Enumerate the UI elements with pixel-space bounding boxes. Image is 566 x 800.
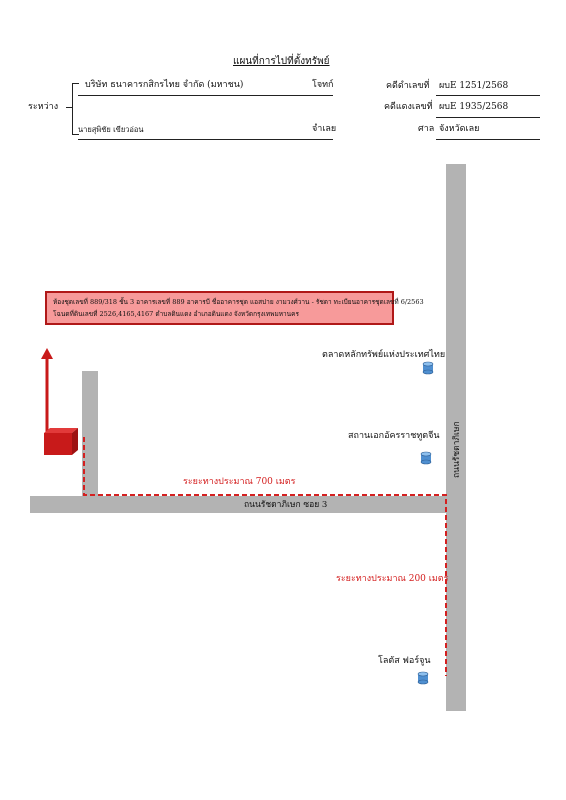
plaintiff-role: โจทก์ [312,80,334,90]
defendant-role: จำเลย [312,124,337,134]
callout-line-2: โฉนดที่ดินเลขที่ 2526,4165,4167 ตำบลดินแดง อำเภอดินแดง จังหวัดกรุงเทพมหานคร [53,310,299,318]
database-icon [421,452,431,464]
plaintiff-name: บริษัท ธนาคารกสิกรไทย จำกัด (มหาชน) [85,80,244,90]
distance-vertical-label: ระยะทางประมาณ 200 เมตร [336,574,449,584]
soi-road-label: ถนนรัชดาภิเษก ซอย 3 [244,500,328,510]
defendant-name: นายสุพิชัย เขียวอ่อน [78,125,144,134]
database-icon [423,362,433,374]
court-label: ศาล [418,124,435,134]
red-case-label: คดีแดงเลขที่ [384,102,433,112]
court-name: จังหวัดเลย [439,124,480,134]
black-case-number: ผบE 1251/2568 [439,81,509,91]
black-case-label: คดีดำเลขที่ [386,81,430,91]
map-title: แผนที่การไปที่ตั้งทรัพย์ [233,56,330,67]
landmark-label-lotus-fortune: โลตัส ฟอร์จูน [378,656,431,666]
between-label: ระหว่าง [28,102,59,112]
landmark-label-chinese-embassy: สถานเอกอัครราชทูตจีน [348,431,440,441]
callout-line-1: ห้องชุดเลขที่ 889/318 ชั้น 3 อาคารเลขที่ 889 อาคารบี ชื่ออาคารชุด แอสปาย งามวงศ์วาน - รัชดา ทะเบียนอาคารชุดเลขที่ 6/2563 [53,298,424,306]
database-icon [418,672,428,684]
distance-horizontal-label: ระยะทางประมาณ 700 เมตร [183,477,296,487]
red-case-number: ผบE 1935/2568 [439,102,509,112]
landmark-label-stock-exchange: ตลาดหลักทรัพย์แห่งประเทศไทย [322,350,446,360]
main-road-label: ถนนรัชดาภิเษก [452,421,462,478]
